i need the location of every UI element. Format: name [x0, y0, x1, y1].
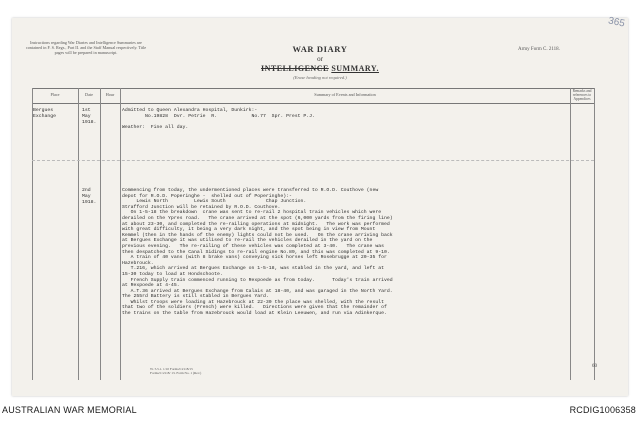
printer-line-1: W. 5.5.1. 1/10 Forms/C2118/15: [150, 367, 193, 371]
title-or: or: [317, 55, 323, 63]
rule-right: [594, 88, 595, 380]
corner-number: 60: [592, 364, 597, 369]
header-bottom-rule: [32, 103, 594, 104]
column-header-date: Date: [85, 92, 93, 97]
page-number: 365: [607, 15, 626, 30]
footer-record-id: RCDIG1006358: [569, 405, 636, 415]
intelligence-summary-heading: [0, 64, 640, 73]
printer-line-2: Forms/C/2118/ 13. Form No. 1 (Rev.): [150, 370, 202, 375]
entry-1-place: Bergues Exchange: [33, 108, 57, 119]
column-header-remarks: Remarks and references to Appendices: [572, 89, 592, 101]
rule-place-date: [78, 88, 79, 380]
printer-imprint: [150, 368, 201, 376]
entry-2-text: Commencing from today, the undermentioned places were transferred to R.O.D. Couthove (new depot for R.O.D. Poperinghe - shelled out of Poperinghe):- Lewis North Lewis South Chap Junction. Strafford Junction will be retained by R.O.D. Couthove. On 1-5-18 the breakdown crane was sent to re-rail 2 hospital train vehicles which were derailed on the Ypres road. The crane arrived at the spot (6,000 yards from the firing line) at about 23-30, and completed the re-railing operations at midnight. The work was performed with great difficulty, it being a very dark night, and the spot being in view from Mount Kemmel (then in the hands of the enemy) lights could not be used. On the crane arriving back at Bergues Exchange it was utilised to re-rail the vehicles derailed in the yard on the previous evening. The re-railing of these vehicles was completed at 3-40. The crane was then despatched to the Canal Sidings to re-rail engine No.89, and this was completed at 9-10. A train of 40 vans (with 8 brake vans) conveying sick horses left Rosebrugge at 20-35 for Hazebrouck. T.216, which arrived at Bergues Exchange on 1-5-18, was stabled in the yard, and left at 15-30 today to load at Hondschoote. French Supply train commenced running to Rexpoede as from today. Today's train arrived at Rexpoede at 4-45. A.T.36 arrived at Bergues Exchange from Calais at 18-40, and was garaged in the North Yard. The 255rd Battery is still stabled in Bergues Yard. Whilst troops were loading at Hazebrouck at 22-30 the place was shelled, with the result that two of the soldiers (French) were killed. Directions were given that the remainder of the trains on the table from Hazebrouck would load at Klein Leeuwen, and run via Adinkerque.: [122, 188, 393, 317]
summary-word: SUMMARY.: [331, 64, 379, 73]
rule-left: [32, 88, 33, 380]
column-header-place: Place: [50, 92, 60, 97]
entry-1-text: Admitted to Queen Alexandra Hospital, Dunkirk:- No.19828 Dvr. Petrie R. No.77 Spr. Prest P.J. Weather: Fine all day.: [122, 108, 315, 130]
entry-2-date: 2nd May 1918.: [82, 188, 97, 205]
army-form-label: Army Form C. 2118.: [518, 47, 560, 52]
footer-archive-name: AUSTRALIAN WAR MEMORIAL: [2, 405, 137, 415]
rule-date-hour: [100, 88, 101, 380]
header-top-rule: [32, 88, 594, 89]
rule-hour-summary: [120, 88, 121, 380]
erase-note: (Erase heading not required.): [293, 75, 347, 80]
column-header-hour: Hour: [105, 92, 115, 97]
column-header-summary: Summary of Events and Information: [314, 92, 376, 97]
entry-1-date: 1st May 1918.: [82, 108, 97, 125]
entry-separator: [32, 160, 594, 161]
instructions-note: Instructions regarding War Diaries and Intelligence Summaries are contained in F. S. Regs., Part II. and the Staff Manual respectively. Title pages will be prepared in manuscript.: [25, 40, 147, 55]
diary-title: WAR DIARY: [292, 44, 348, 54]
intelligence-struck: INTELLIGENCE: [261, 64, 329, 73]
